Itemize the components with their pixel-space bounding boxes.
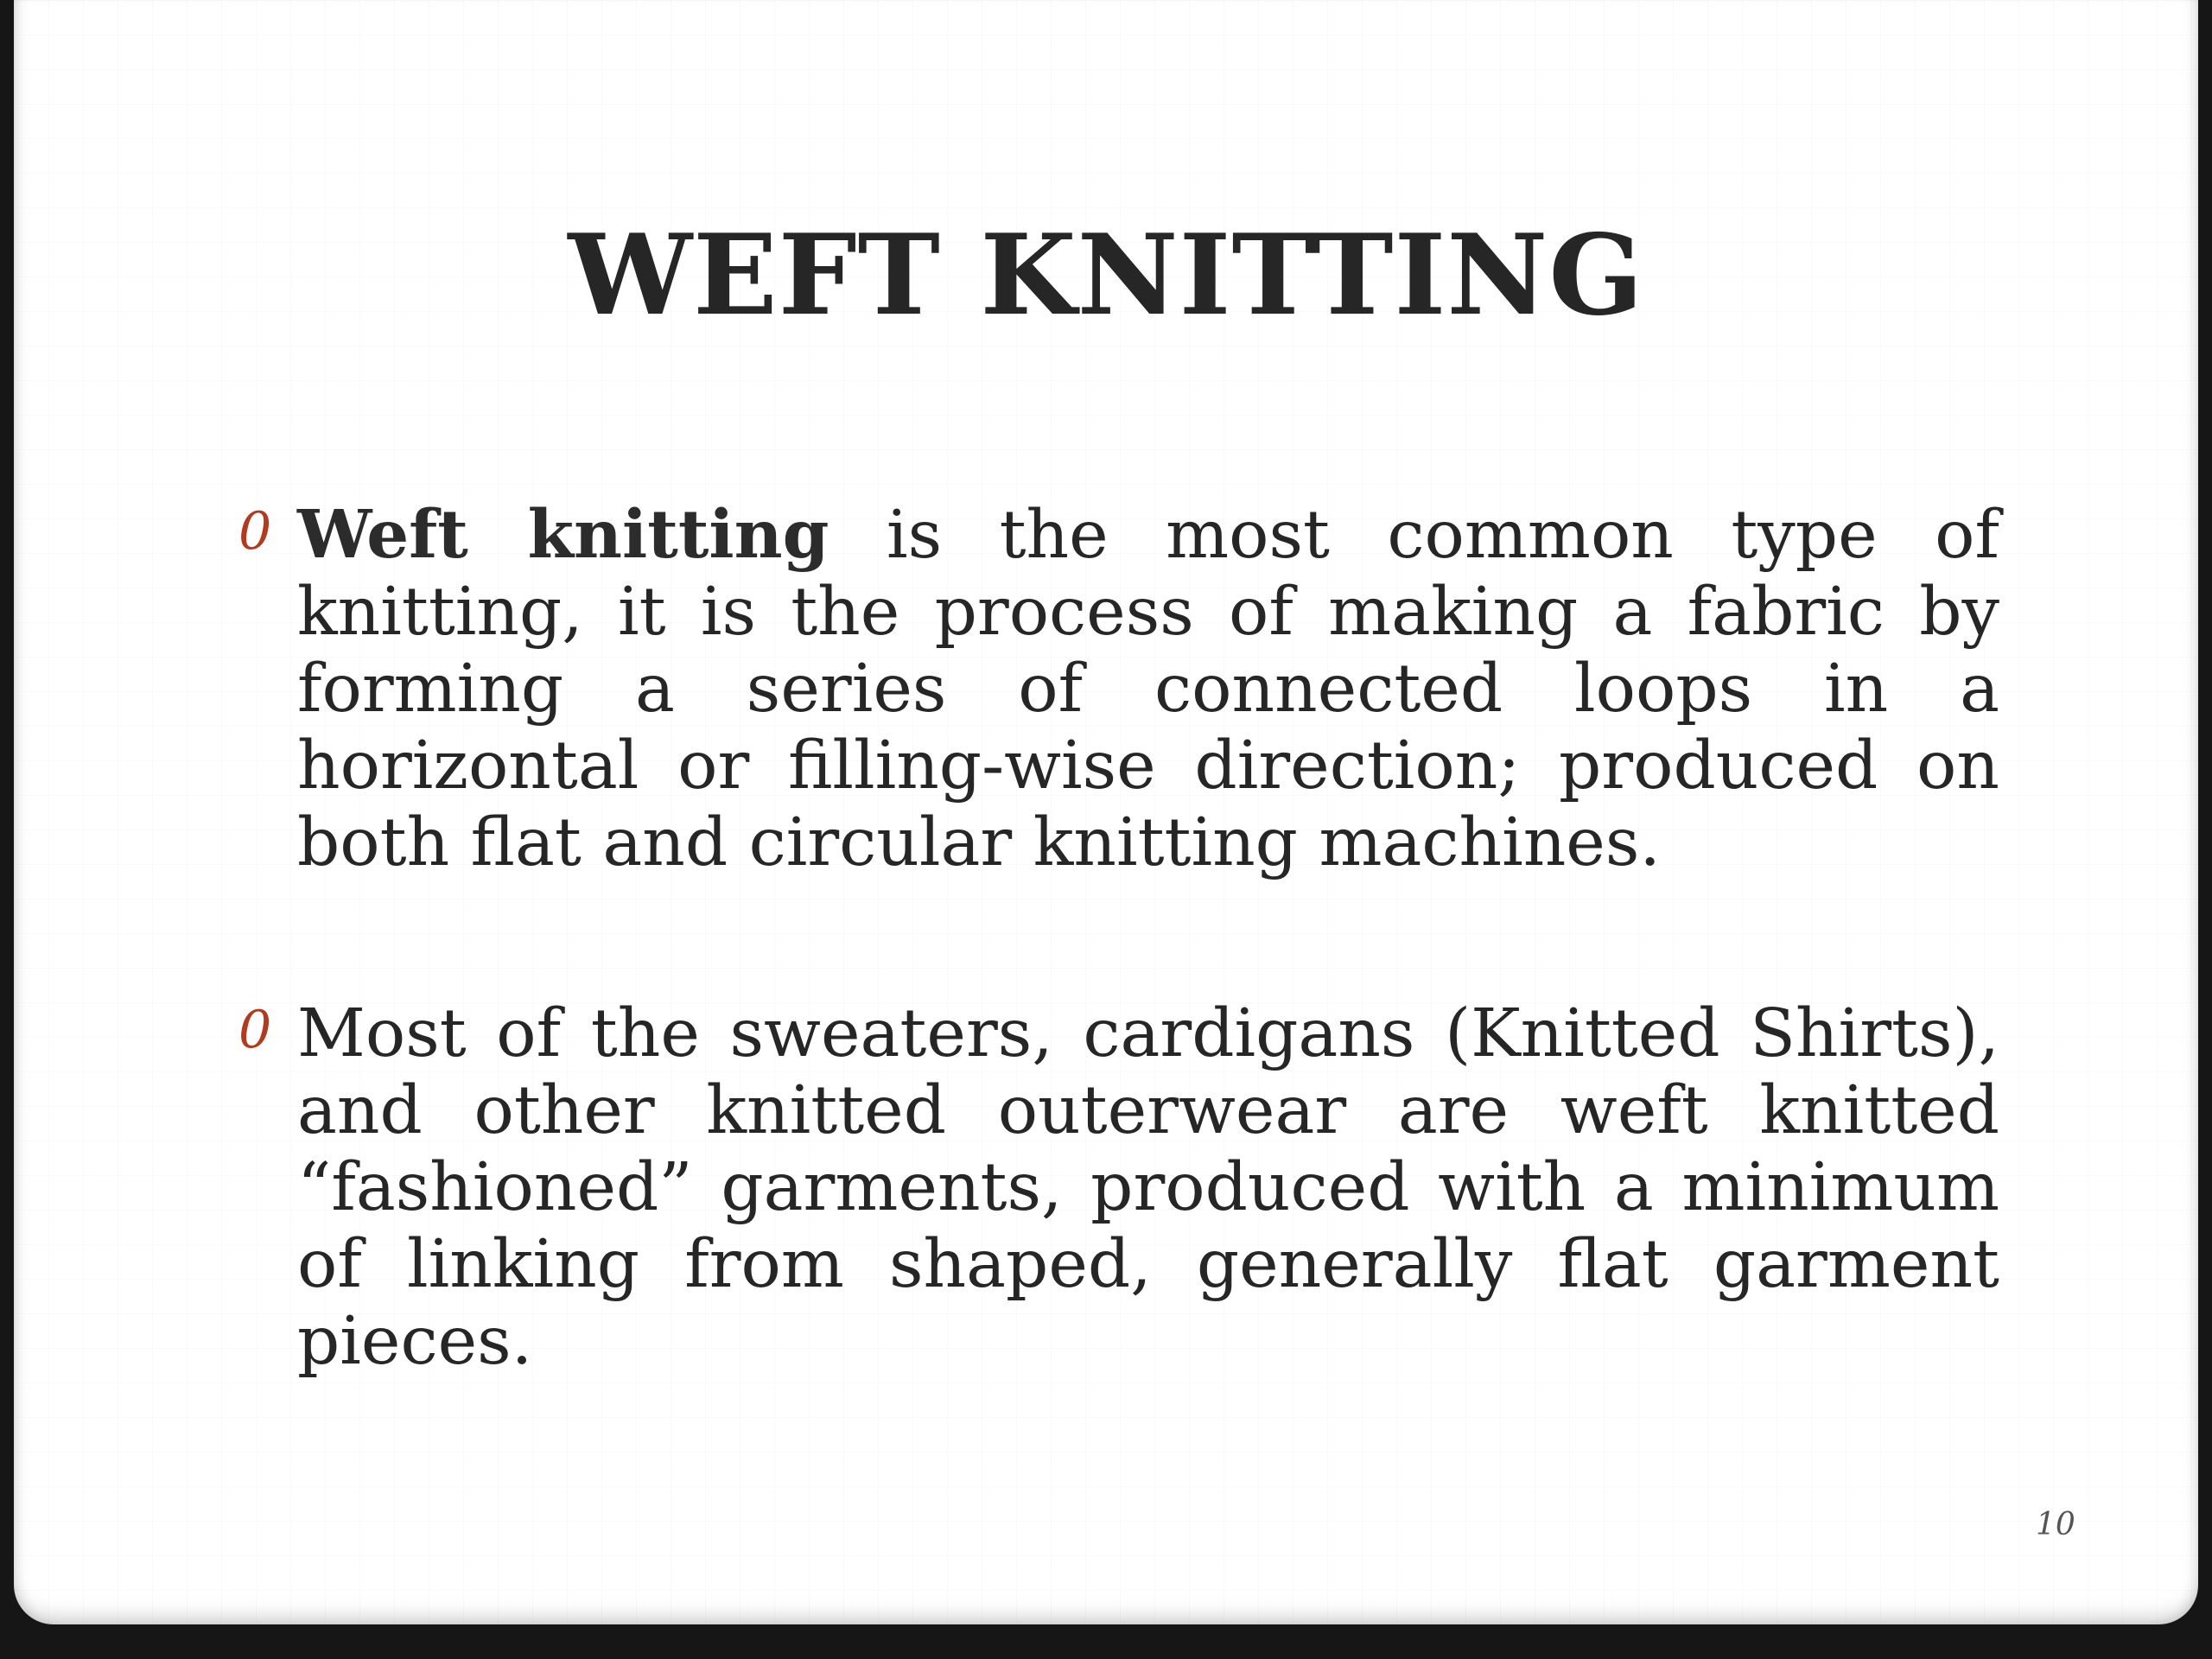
bullet-body: Most of the sweaters, cardigans (Knitted Shirts), and other knitted outerwear are weft knitted “fashioned” garments, produced with a minimum of linking from shaped, generally flat garment pieces. xyxy=(297,995,1999,1380)
bullet-marker-icon: 0 xyxy=(238,1000,272,1060)
bullet-item xyxy=(237,497,1999,881)
bullet-body: is the most common type of knitting, it is the process of making a fabric by forming a series of connected loops in a horizontal or filling-wise direction; produced on both flat and circular knitting machines. xyxy=(297,497,1999,881)
slide xyxy=(14,0,2198,1624)
page-number: 10 xyxy=(2036,1507,2075,1542)
bullet-text xyxy=(297,995,1999,1380)
bullet-marker-icon: 0 xyxy=(238,501,272,562)
slide-title: WEFT KNITTING xyxy=(568,211,1644,340)
bullet-item xyxy=(237,995,1999,1380)
bullet-text xyxy=(297,497,1999,881)
slide-body xyxy=(237,497,1999,1494)
bullet-bold-lead: Weft knitting xyxy=(297,496,830,574)
